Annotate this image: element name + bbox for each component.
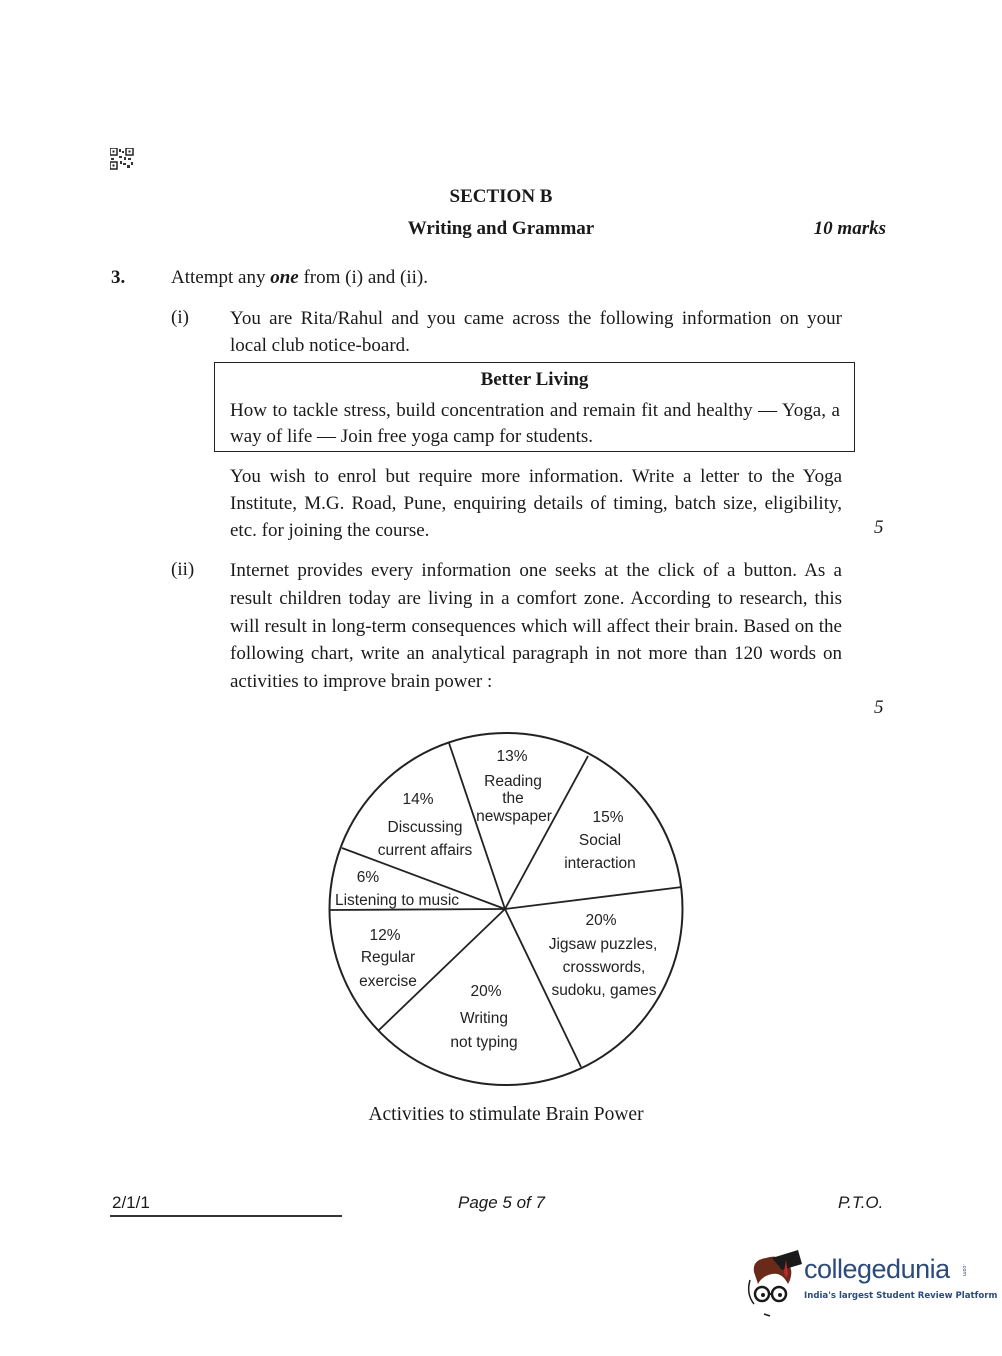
paper-code: 2/1/1 (112, 1193, 150, 1212)
svg-text:12%: 12% (369, 927, 401, 944)
instruction-prefix: Attempt any (171, 267, 271, 288)
page-number: Page 5 of 7 (458, 1193, 545, 1212)
footer-underline (110, 1215, 342, 1217)
svg-text:Discussing: Discussing (387, 819, 463, 836)
svg-text:the: the (502, 790, 524, 807)
section-subtitle: Writing and Grammar (407, 218, 595, 239)
instruction-suffix: from (i) and (ii). (298, 267, 428, 288)
mascot-icon (742, 1250, 806, 1320)
brand-suffix: .com (961, 1264, 967, 1277)
pto-label: P.T.O. (838, 1193, 884, 1212)
svg-text:14%: 14% (402, 791, 434, 808)
collegedunia-logo (742, 1250, 998, 1320)
svg-text:crosswords,: crosswords, (562, 959, 646, 976)
part-ii-task: Internet provides every information one seeks at the click of a button. As a result children today are living in a comfort zone. According to research, this will result in long-term consequences which will affect their brain. Based on the following chart, write an analytical paragraph in not more than 120 words on activities to improve brain power : (230, 560, 842, 693)
part-i-intro: You are Rita/Rahul and you came across the following information on your local club notice-board. (230, 308, 842, 356)
svg-text:Listening to music: Listening to music (334, 892, 460, 909)
part-ii-label: (ii) (171, 559, 195, 580)
brand-name: collegedunia (804, 1254, 950, 1284)
part-i-label: (i) (171, 307, 189, 328)
section-marks: 10 marks (813, 218, 886, 239)
instruction-emphasis: one (270, 267, 299, 288)
svg-text:not typing: not typing (450, 1034, 518, 1051)
svg-text:newspaper: newspaper (476, 808, 552, 825)
svg-text:exercise: exercise (359, 973, 417, 990)
svg-text:sudoku, games: sudoku, games (551, 982, 657, 999)
svg-text:Regular: Regular (360, 949, 416, 966)
svg-text:20%: 20% (470, 983, 502, 1000)
section-title: SECTION B (449, 186, 553, 207)
brand-tagline: India's largest Student Review Platform (804, 1291, 998, 1301)
svg-text:20%: 20% (585, 912, 617, 929)
notice-body: How to tackle stress, build concentration and remain fit and healthy — Yoga, a way of life — Join free yoga camp for students. (230, 400, 840, 447)
svg-text:Jigsaw puzzles,: Jigsaw puzzles, (548, 936, 658, 953)
part-ii-marks: 5 (874, 697, 884, 718)
chart-caption: Activities to stimulate Brain Power (368, 1104, 644, 1125)
svg-text:13%: 13% (496, 748, 528, 765)
svg-text:interaction: interaction (564, 855, 636, 872)
svg-text:current affairs: current affairs (377, 842, 473, 859)
svg-text:Reading: Reading (484, 773, 542, 790)
svg-text:Social: Social (578, 832, 622, 849)
svg-text:6%: 6% (356, 869, 380, 886)
part-i-task: You wish to enrol but require more information. Write a letter to the Yoga Institute, M.G. Road, Pune, enquiring details of timing, batch size, eligibility, etc. for joining the course. (230, 466, 842, 541)
part-i-marks: 5 (874, 517, 884, 538)
notice-title: Better Living (480, 369, 589, 390)
svg-text:15%: 15% (592, 809, 624, 826)
svg-text:Writing: Writing (460, 1010, 508, 1027)
question-number: 3. (111, 267, 126, 288)
